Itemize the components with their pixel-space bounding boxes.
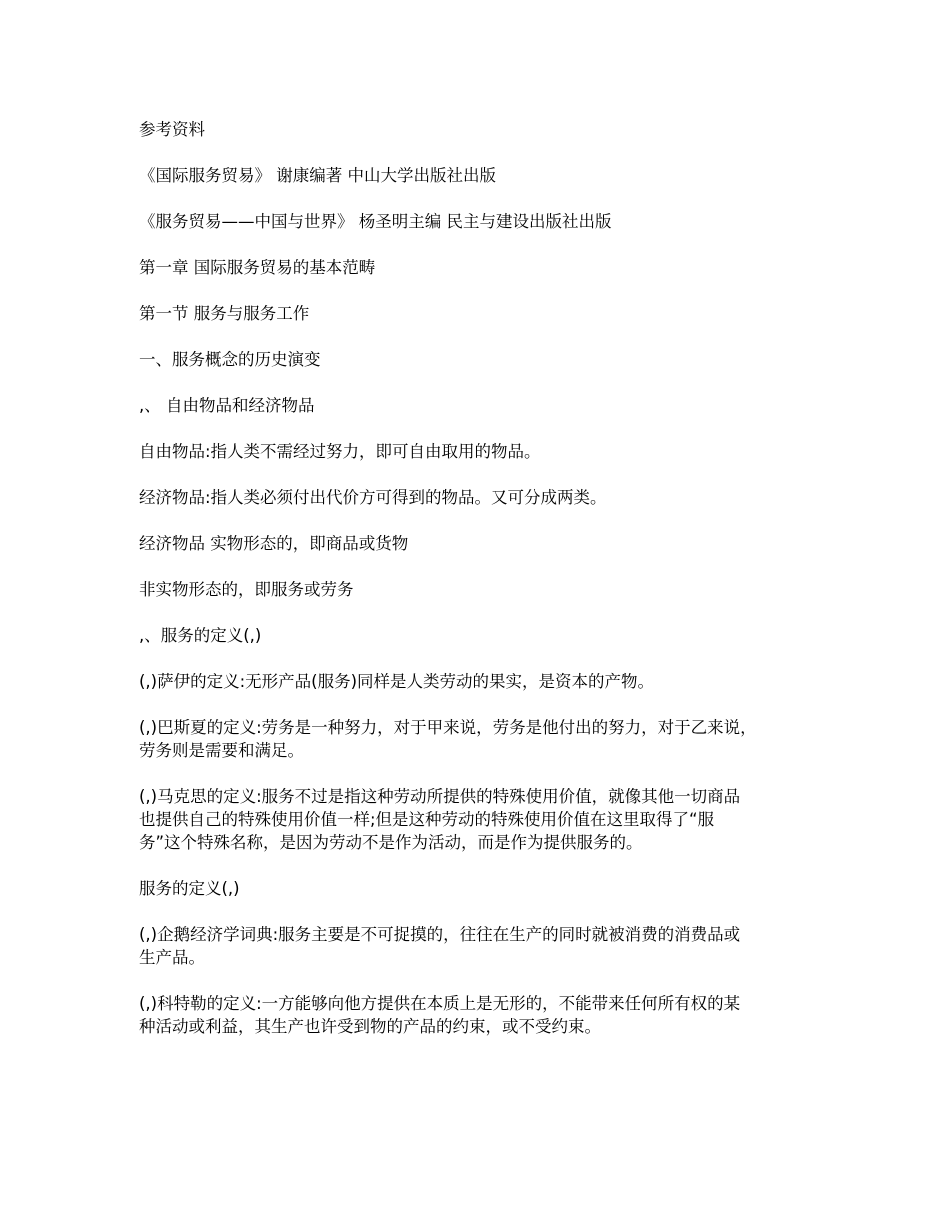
text-line: 服务的定义(,)	[139, 879, 240, 898]
subsection-title	[139, 348, 829, 371]
body-paragraph	[139, 578, 829, 601]
subheading	[139, 394, 829, 417]
body-paragraph	[139, 785, 829, 854]
text-line: 一、服务概念的历史演变	[139, 350, 321, 369]
text-line: 经济物品:指人类必须付出代价方可得到的物品。又可分成两类。	[139, 488, 607, 507]
text-line: 非实物形态的，即服务或劳务	[139, 580, 354, 599]
body-paragraph	[139, 486, 829, 509]
chapter-title	[139, 256, 829, 279]
body-paragraph	[139, 532, 829, 555]
body-paragraph	[139, 923, 829, 969]
text-line: 第一节 服务与服务工作	[139, 304, 310, 323]
text-line: 劳务则是需要和满足。	[139, 741, 304, 760]
text-line: (,)马克思的定义:服务不过是指这种劳动所提供的特殊使用价值，就像其他一切商品	[139, 787, 741, 806]
text-line: 也提供自己的特殊使用价值一样;但是这种劳动的特殊使用价值在这里取得了“服	[139, 810, 715, 829]
body-paragraph	[139, 716, 829, 762]
text-line: (,)巴斯夏的定义:劳务是一种努力，对于甲来说，劳务是他付出的努力，对于乙来说，	[139, 718, 757, 737]
reference-item	[139, 210, 829, 233]
section-title	[139, 302, 829, 325]
text-line: ,、服务的定义(,)	[139, 626, 262, 645]
text-line: ,、 自由物品和经济物品	[139, 396, 315, 415]
text-line: (,)科特勒的定义:一方能够向他方提供在本质上是无形的，不能带来任何所有权的某	[139, 994, 741, 1013]
text-line: (,)企鹅经济学词典:服务主要是不可捉摸的，往往在生产的同时就被消费的消费品或	[139, 925, 741, 944]
text-line: (,)萨伊的定义:无形产品(服务)同样是人类劳动的果实，是资本的产物。	[139, 672, 655, 691]
text-line: 种活动或利益，其生产也许受到物的产品的约束，或不受约束。	[139, 1017, 601, 1036]
text-line: 参考资料	[139, 120, 205, 139]
text-line: 《国际服务贸易》 谢康编著 中山大学出版社出版	[139, 166, 496, 185]
text-line: 《服务贸易——中国与世界》 杨圣明主编 民主与建设出版社出版	[139, 212, 612, 231]
text-line: 经济物品 实物形态的，即商品或货物	[139, 534, 409, 553]
body-paragraph	[139, 670, 829, 693]
document-body	[139, 118, 829, 1061]
body-paragraph	[139, 992, 829, 1038]
text-line: 自由物品:指人类不需经过努力，即可自由取用的物品。	[139, 442, 541, 461]
subheading	[139, 877, 829, 900]
text-line: 务”这个特殊名称，是因为劳动不是作为活动，而是作为提供服务的。	[139, 833, 643, 852]
heading-references	[139, 118, 829, 141]
text-line: 生产品。	[139, 948, 205, 967]
subheading	[139, 624, 829, 647]
reference-item	[139, 164, 829, 187]
text-line: 第一章 国际服务贸易的基本范畴	[139, 258, 376, 277]
body-paragraph	[139, 440, 829, 463]
